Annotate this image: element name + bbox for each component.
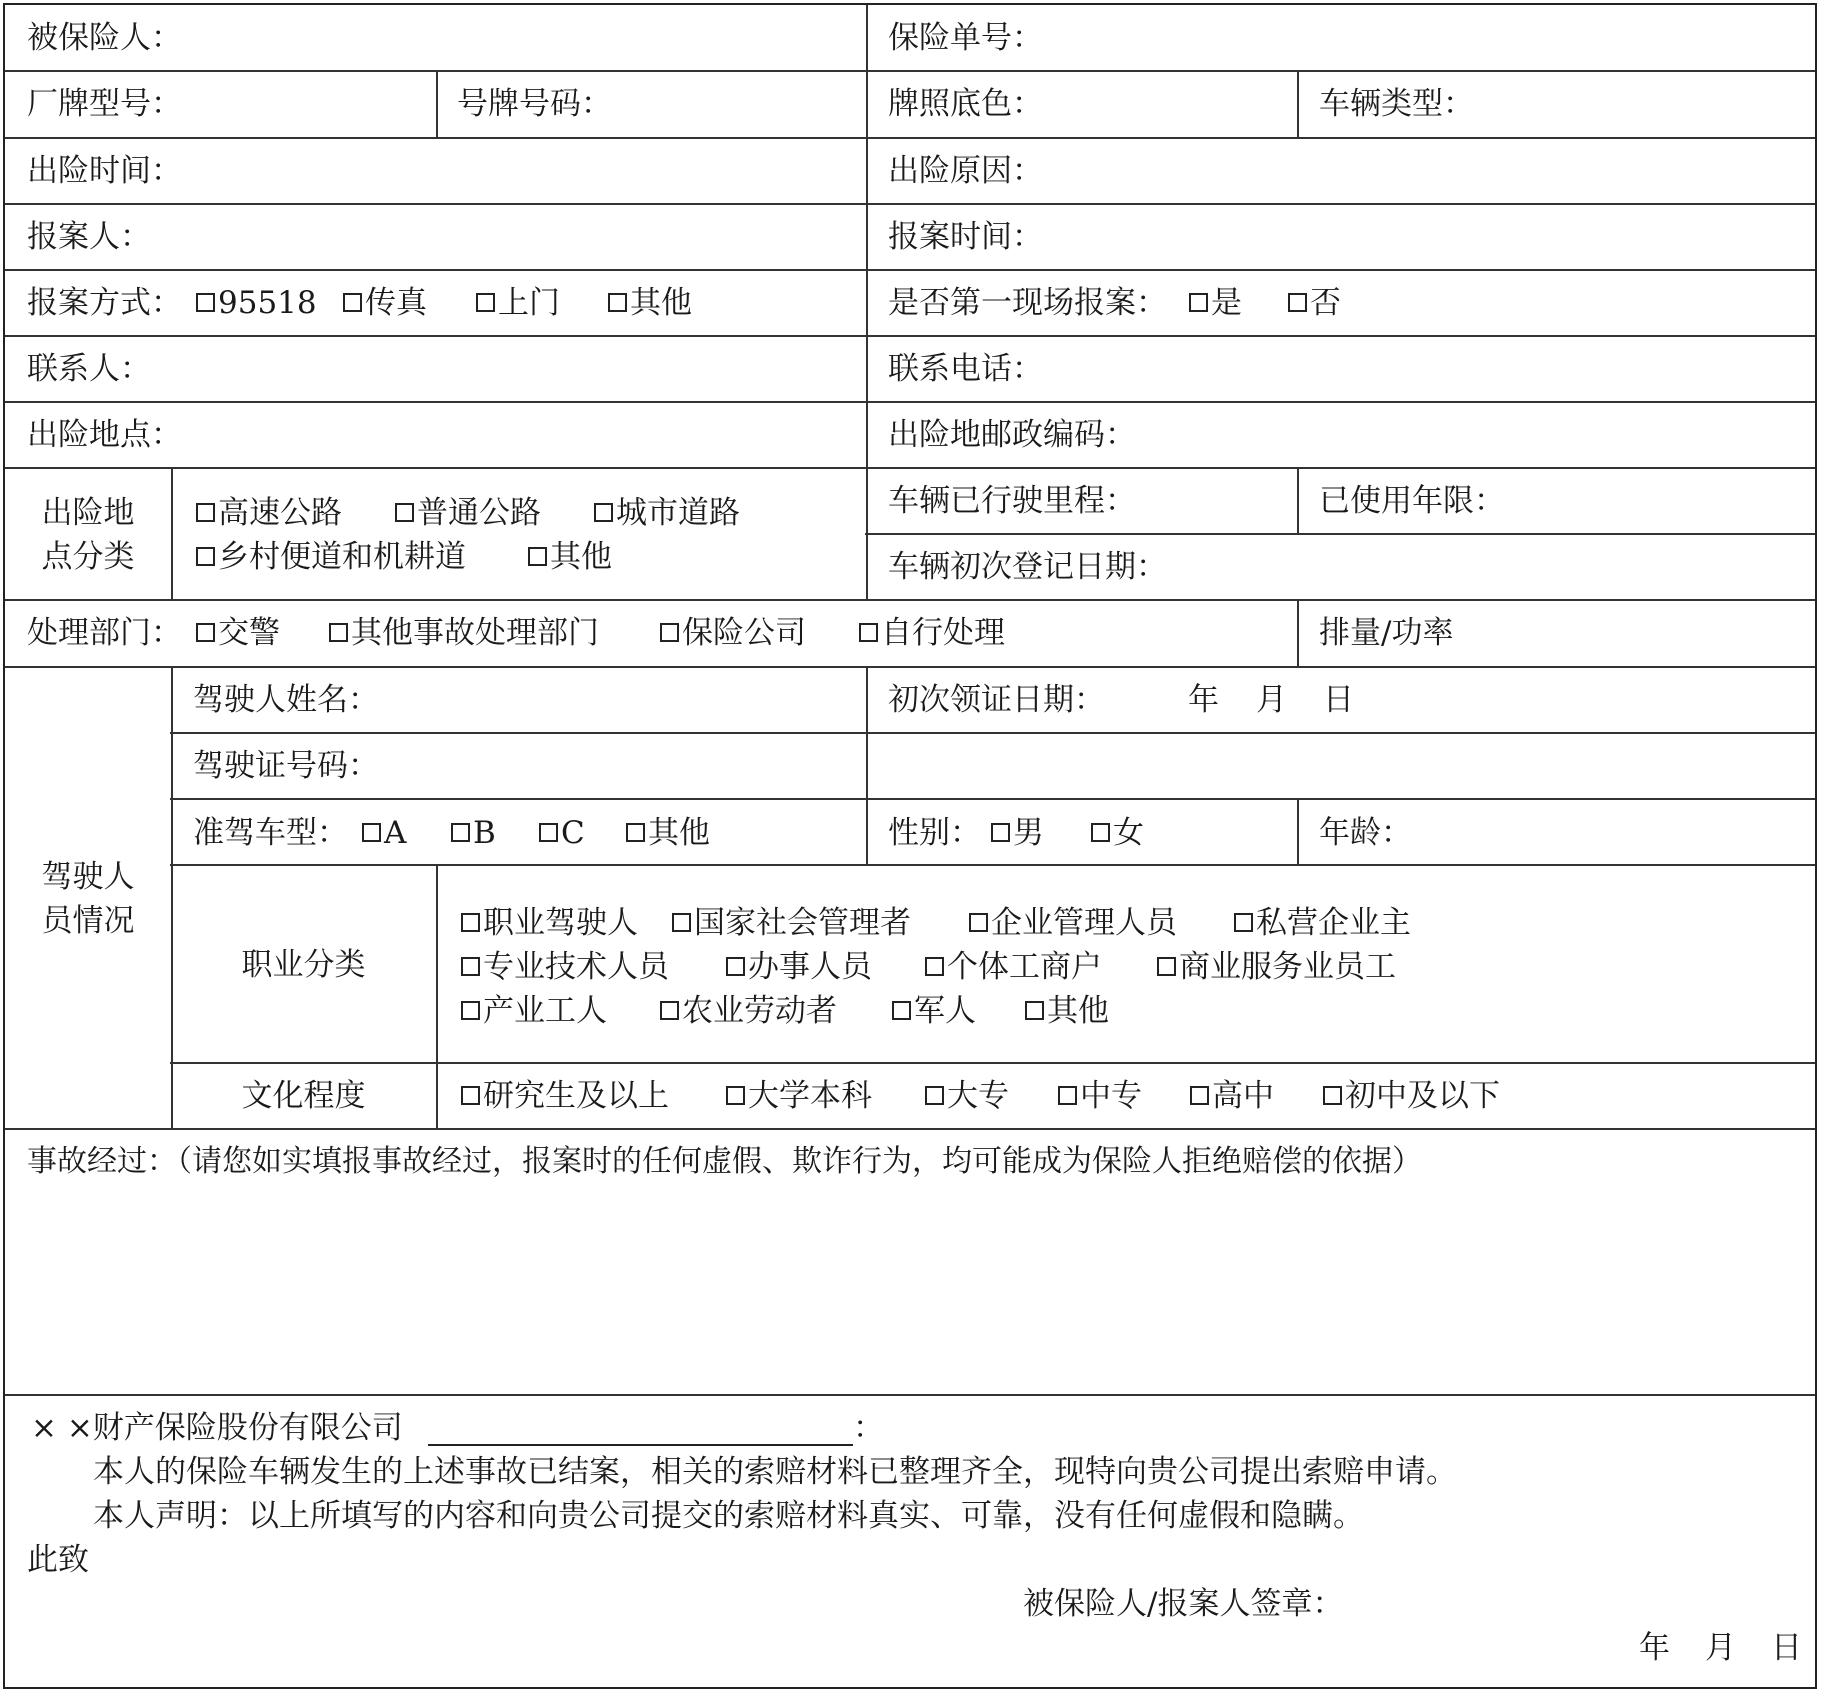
handling-dept-checkbox[interactable] bbox=[329, 623, 348, 642]
education-option: 大学本科 bbox=[748, 1078, 872, 1114]
occupation-checkbox[interactable] bbox=[969, 913, 988, 932]
handling-dept-checkbox[interactable] bbox=[859, 623, 878, 642]
col-divider bbox=[1297, 599, 1299, 666]
handling-dept-checkbox[interactable] bbox=[196, 623, 215, 642]
insurer-colon: ： bbox=[853, 1410, 884, 1446]
contact-label: 联系人： bbox=[27, 351, 151, 387]
education-checkbox[interactable] bbox=[1058, 1086, 1077, 1105]
accident-cause-label: 出险原因： bbox=[888, 153, 1043, 189]
handling-dept-option: 自行处理 bbox=[881, 615, 1005, 651]
license-date-label: 初次领证日期： bbox=[888, 682, 1105, 718]
report-method-checkbox[interactable] bbox=[343, 293, 362, 312]
row-divider bbox=[5, 137, 1815, 139]
license-number-label: 驾驶证号码： bbox=[193, 748, 379, 784]
report-method-checkbox[interactable] bbox=[608, 293, 627, 312]
occupation-checkbox[interactable] bbox=[660, 1001, 679, 1020]
occupation-checkbox[interactable] bbox=[925, 957, 944, 976]
signature-date-month: 月 bbox=[1705, 1630, 1736, 1666]
signature-date-year: 年 bbox=[1639, 1630, 1670, 1666]
occupation-option: 商业服务业员工 bbox=[1179, 949, 1396, 985]
row-divider bbox=[5, 401, 1815, 403]
policy-number-label: 保险单号： bbox=[888, 20, 1043, 56]
road-type-option: 高速公路 bbox=[218, 495, 342, 531]
occupation-checkbox[interactable] bbox=[672, 913, 691, 932]
license-date-month: 月 bbox=[1256, 682, 1287, 718]
license-date-day: 日 bbox=[1323, 682, 1354, 718]
education-option: 大专 bbox=[947, 1078, 1009, 1114]
license-class-option: B bbox=[473, 815, 496, 851]
road-type-option: 普通公路 bbox=[417, 495, 541, 531]
occupation-option: 国家社会管理者 bbox=[694, 905, 911, 941]
road-type-option: 乡村便道和机耕道 bbox=[218, 539, 466, 575]
col-divider bbox=[1297, 467, 1299, 533]
report-method-option: 其他 bbox=[630, 285, 692, 321]
claim-report-form bbox=[3, 3, 1817, 1689]
occupation-checkbox[interactable] bbox=[461, 1001, 480, 1020]
vehicle-model-label: 厂牌型号： bbox=[27, 86, 182, 122]
report-method-checkbox[interactable] bbox=[196, 293, 215, 312]
col-divider bbox=[436, 70, 438, 137]
plate-color-label: 牌照底色： bbox=[888, 86, 1043, 122]
row-divider bbox=[865, 533, 1815, 535]
occupation-option: 专业技术人员 bbox=[483, 949, 669, 985]
age-label: 年龄： bbox=[1319, 815, 1412, 851]
road-type-checkbox[interactable] bbox=[594, 503, 613, 522]
reporter-label: 报案人： bbox=[27, 219, 151, 255]
occupation-option: 办事人员 bbox=[748, 949, 872, 985]
education-option: 研究生及以上 bbox=[483, 1078, 669, 1114]
report-method-label: 报案方式： bbox=[27, 285, 182, 321]
first-scene-checkbox[interactable] bbox=[1288, 293, 1307, 312]
license-class-option: C bbox=[561, 815, 585, 851]
occupation-checkbox[interactable] bbox=[892, 1001, 911, 1020]
occupation-option: 职业驾驶人 bbox=[483, 905, 638, 941]
accident-postcode-label: 出险地邮政编码： bbox=[888, 417, 1136, 453]
accident-time-label: 出险时间： bbox=[27, 153, 182, 189]
row-divider bbox=[170, 864, 1815, 866]
license-class-label: 准驾车型： bbox=[193, 815, 348, 851]
signature-label: 被保险人/报案人签章： bbox=[1023, 1586, 1344, 1622]
accident-description-area[interactable] bbox=[9, 1190, 1809, 1390]
col-divider bbox=[866, 666, 868, 864]
insurer-name: × ×财产保险股份有限公司 bbox=[31, 1410, 403, 1446]
col-divider bbox=[436, 864, 438, 1128]
vehicle-type-label: 车辆类型： bbox=[1319, 86, 1474, 122]
driver-name-label: 驾驶人姓名： bbox=[193, 682, 379, 718]
handling-dept-option: 交警 bbox=[218, 615, 280, 651]
occupation-checkbox[interactable] bbox=[1157, 957, 1176, 976]
occupation-option: 农业劳动者 bbox=[682, 993, 837, 1029]
claim-statement-line: 本人的保险车辆发生的上述事故已结案，相关的索赔材料已整理齐全，现特向贵公司提出索赔申请。 bbox=[93, 1454, 1457, 1490]
occupation-checkbox[interactable] bbox=[1025, 1001, 1044, 1020]
row-divider bbox=[5, 203, 1815, 205]
report-time-label: 报案时间： bbox=[888, 219, 1043, 255]
handling-dept-option: 其他事故处理部门 bbox=[351, 615, 599, 651]
plate-number-label: 号牌号码： bbox=[457, 86, 612, 122]
driver-section-label: 驾驶人 bbox=[41, 859, 135, 895]
education-option: 高中 bbox=[1212, 1078, 1274, 1114]
years-used-label: 已使用年限： bbox=[1319, 483, 1505, 519]
place-category-label: 点分类 bbox=[41, 539, 135, 575]
gender-option: 男 bbox=[1013, 815, 1044, 851]
col-divider bbox=[171, 467, 173, 599]
report-method-option: 上门 bbox=[498, 285, 560, 321]
road-type-checkbox[interactable] bbox=[196, 547, 215, 566]
row-divider bbox=[170, 798, 1815, 800]
gender-label: 性别： bbox=[888, 815, 981, 851]
license-class-checkbox[interactable] bbox=[626, 823, 645, 842]
driver-section-label: 员情况 bbox=[41, 903, 135, 939]
education-option: 中专 bbox=[1080, 1078, 1142, 1114]
col-divider bbox=[866, 5, 868, 599]
occupation-checkbox[interactable] bbox=[1234, 913, 1253, 932]
col-divider bbox=[1297, 798, 1299, 864]
license-class-option: 其他 bbox=[648, 815, 710, 851]
branch-name-blank[interactable] bbox=[428, 1444, 853, 1446]
insured-label: 被保险人： bbox=[27, 20, 182, 56]
row-divider bbox=[5, 666, 1815, 668]
row-divider bbox=[5, 1128, 1815, 1130]
regards-text: 此致 bbox=[27, 1542, 89, 1578]
gender-checkbox[interactable] bbox=[991, 823, 1010, 842]
row-divider bbox=[5, 70, 1815, 72]
occupation-checkbox[interactable] bbox=[461, 957, 480, 976]
row-divider bbox=[170, 1062, 1815, 1064]
row-divider bbox=[5, 335, 1815, 337]
license-class-option: A bbox=[384, 815, 407, 851]
education-label: 文化程度 bbox=[241, 1078, 366, 1114]
displacement-label: 排量/功率 bbox=[1319, 615, 1454, 651]
first-scene-option: 否 bbox=[1310, 285, 1341, 321]
row-divider bbox=[170, 732, 1815, 734]
road-type-checkbox[interactable] bbox=[528, 547, 547, 566]
handling-dept-label: 处理部门： bbox=[27, 615, 182, 651]
education-checkbox[interactable] bbox=[1323, 1086, 1342, 1105]
occupation-option: 私营企业主 bbox=[1256, 905, 1411, 941]
road-type-option: 其他 bbox=[550, 539, 612, 575]
education-checkbox[interactable] bbox=[1190, 1086, 1209, 1105]
occupation-option: 其他 bbox=[1047, 993, 1109, 1029]
license-class-checkbox[interactable] bbox=[451, 823, 470, 842]
report-method-option: 95518 bbox=[218, 285, 317, 321]
report-method-option: 传真 bbox=[365, 285, 427, 321]
occupation-option: 企业管理人员 bbox=[991, 905, 1177, 941]
first-scene-label: 是否第一现场报案： bbox=[888, 285, 1167, 321]
claim-declaration-line: 本人声明：以上所填写的内容和向贵公司提交的索赔材料真实、可靠，没有任何虚假和隐瞒。 bbox=[93, 1498, 1364, 1534]
road-type-option: 城市道路 bbox=[616, 495, 740, 531]
handling-dept-checkbox[interactable] bbox=[660, 623, 679, 642]
gender-option: 女 bbox=[1113, 815, 1144, 851]
handling-dept-option: 保险公司 bbox=[682, 615, 806, 651]
mileage-label: 车辆已行驶里程： bbox=[888, 483, 1136, 519]
education-checkbox[interactable] bbox=[925, 1086, 944, 1105]
road-type-checkbox[interactable] bbox=[395, 503, 414, 522]
row-divider bbox=[5, 269, 1815, 271]
col-divider bbox=[1297, 70, 1299, 137]
row-divider bbox=[5, 599, 1815, 601]
occupation-checkbox[interactable] bbox=[461, 913, 480, 932]
first-registration-label: 车辆初次登记日期： bbox=[888, 549, 1167, 585]
license-class-checkbox[interactable] bbox=[362, 823, 381, 842]
col-divider bbox=[171, 666, 173, 1128]
occupation-label: 职业分类 bbox=[241, 947, 366, 983]
occupation-checkbox[interactable] bbox=[726, 957, 745, 976]
occupation-option: 个体工商户 bbox=[947, 949, 1102, 985]
contact-phone-label: 联系电话： bbox=[888, 351, 1043, 387]
accident-place-label: 出险地点： bbox=[27, 417, 182, 453]
row-divider bbox=[5, 1394, 1815, 1396]
education-option: 初中及以下 bbox=[1345, 1078, 1500, 1114]
place-category-label: 出险地 bbox=[41, 495, 135, 531]
license-class-checkbox[interactable] bbox=[539, 823, 558, 842]
occupation-option: 军人 bbox=[914, 993, 976, 1029]
first-scene-checkbox[interactable] bbox=[1189, 293, 1208, 312]
road-type-checkbox[interactable] bbox=[196, 503, 215, 522]
education-checkbox[interactable] bbox=[461, 1086, 480, 1105]
row-divider bbox=[5, 467, 1815, 469]
occupation-option: 产业工人 bbox=[483, 993, 607, 1029]
gender-checkbox[interactable] bbox=[1091, 823, 1110, 842]
report-method-checkbox[interactable] bbox=[476, 293, 495, 312]
first-scene-option: 是 bbox=[1211, 285, 1242, 321]
education-checkbox[interactable] bbox=[726, 1086, 745, 1105]
accident-description-label: 事故经过：（请您如实填报事故经过，报案时的任何虚假、欺诈行为，均可能成为保险人拒绝赔偿的依据） bbox=[27, 1144, 1422, 1179]
signature-date-day: 日 bbox=[1771, 1630, 1802, 1666]
license-date-year: 年 bbox=[1188, 682, 1219, 718]
